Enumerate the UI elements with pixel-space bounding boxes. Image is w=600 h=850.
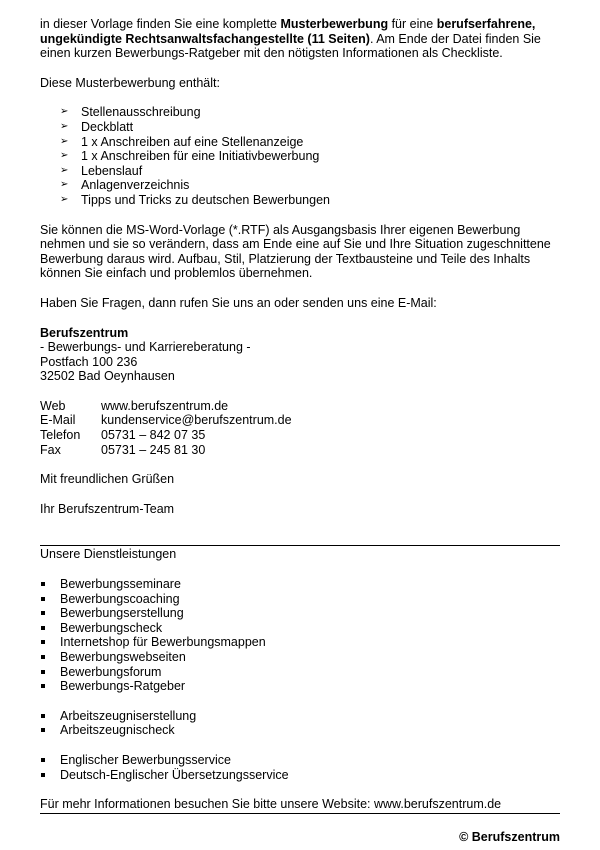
service-item: Internetshop für Bewerbungsmappen <box>40 635 560 650</box>
services-list-references <box>40 709 560 738</box>
company-city: 32502 Bad Oeynhausen <box>40 369 175 384</box>
service-item: Deutsch-Englischer Übersetzungsservice <box>40 768 560 783</box>
contact-web-link[interactable]: www.berufszentrum.de <box>101 398 229 413</box>
intro-text-2: für eine <box>388 17 437 31</box>
service-item: Bewerbungsforum <box>40 665 560 680</box>
signature: Ihr Berufszentrum-Team <box>40 501 175 516</box>
company-address <box>40 326 560 384</box>
contact-row-phone <box>40 428 292 443</box>
services-list-english <box>40 753 560 782</box>
contact-label: E-Mail <box>40 413 76 428</box>
service-item: Arbeitszeugnischeck <box>40 723 560 738</box>
company-name: Berufszentrum <box>40 325 129 340</box>
website-line: Für mehr Informationen besuchen Sie bitte unsere Website: www.berufszentrum.de <box>40 797 560 814</box>
contents-item: ➢ 1 x Anschreiben auf eine Stellenanzeige <box>60 135 560 150</box>
service-item: Englischer Bewerbungsservice <box>40 753 560 768</box>
service-item: Bewerbungserstellung <box>40 606 560 621</box>
contact-phone-value: 05731 – 842 07 35 <box>101 428 206 443</box>
services-heading: Unsere Dienstleistungen <box>40 545 560 562</box>
service-item: Bewerbungsseminare <box>40 577 560 592</box>
service-item: Bewerbungscoaching <box>40 592 560 607</box>
contact-row-web <box>40 399 292 414</box>
service-item: Arbeitszeugniserstellung <box>40 709 560 724</box>
contact-fax-value: 05731 – 245 81 30 <box>101 442 206 457</box>
services-list-main <box>40 577 560 694</box>
service-item: Bewerbungswebseiten <box>40 650 560 665</box>
contact-label: Fax <box>40 442 61 457</box>
contact-row-email <box>40 413 292 428</box>
questions-paragraph: Haben Sie Fragen, dann rufen Sie uns an oder senden uns eine E-Mail: <box>40 295 437 310</box>
contact-label: Telefon <box>40 428 81 443</box>
contact-table <box>40 399 292 457</box>
usage-paragraph: Sie können die MS-Word-Vorlage (*.RTF) als Ausgangsbasis Ihrer eigenen Bewerbung nehmen und sie so verändern, dass am Ende eine auf Sie und Ihre Situation zugeschnittene Bewerbung daraus wird. Aufbau, Stil, Platzierung der Textbausteine und Teile des Inhalts können Sie einfach und problemlos übernehmen. <box>40 222 551 281</box>
contents-item: ➢ Stellenausschreibung <box>60 105 560 120</box>
contact-email-link[interactable]: kundenservice@berufszentrum.de <box>101 413 292 428</box>
intro-text-3: . Am Ende der Datei finden Sie einen kurzen Bewerbungs-Ratgeber mit den nötigsten Informationen als Checkliste. <box>40 31 541 61</box>
intro-bold-2: berufserfahrene, ungekündigte Rechtsanwaltsfachangestellte (11 Seiten) <box>40 17 536 46</box>
copyright-footer: © Berufszentrum <box>459 829 560 844</box>
contact-label: Web <box>40 398 66 413</box>
company-tagline: - Bewerbungs- und Karriereberatung - <box>40 340 251 355</box>
contents-heading: Diese Musterbewerbung enthält: <box>40 75 220 90</box>
document-page <box>40 0 560 844</box>
contact-row-fax <box>40 443 292 458</box>
intro-text-1: in dieser Vorlage finden Sie eine komplette <box>40 17 281 31</box>
contents-item: ➢ Anlagenverzeichnis <box>60 178 560 193</box>
contents-item: ➢ Deckblatt <box>60 120 560 135</box>
company-postbox: Postfach 100 236 <box>40 354 138 369</box>
contents-item: ➢ Tipps und Tricks zu deutschen Bewerbungen <box>60 193 560 208</box>
contents-list <box>60 105 560 207</box>
greeting: Mit freundlichen Grüßen <box>40 472 175 487</box>
service-item: Bewerbungscheck <box>40 621 560 636</box>
service-item: Bewerbungs-Ratgeber <box>40 679 560 694</box>
intro-paragraph <box>40 17 560 61</box>
intro-bold-1: Musterbewerbung <box>280 17 389 31</box>
contents-item: ➢ Lebenslauf <box>60 164 560 179</box>
contents-item: ➢ 1 x Anschreiben für eine Initiativbewerbung <box>60 149 560 164</box>
